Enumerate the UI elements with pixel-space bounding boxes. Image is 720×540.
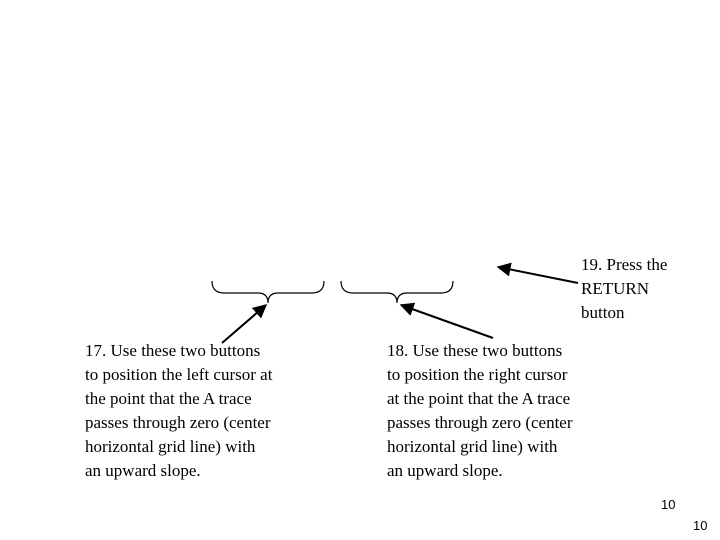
left-brace (212, 281, 324, 303)
arrow-step18 (401, 305, 493, 338)
slide-page-number: 10 (661, 497, 676, 512)
footer-page-number: 10 (693, 518, 708, 533)
arrow-step19 (498, 267, 578, 283)
step-17-instruction: 17. Use these two buttons to position the left cursor at the point that the A trace passes through zero (center horizontal grid line) with an upward slope. (85, 341, 273, 480)
right-brace (341, 281, 453, 303)
step-19-instruction: 19. Press the RETURN button (581, 255, 668, 322)
step-18-instruction: 18. Use these two buttons to position the right cursor at the point that the A trace passes through zero (center horizontal grid line) with an upward slope. (387, 341, 573, 480)
arrow-step17 (222, 305, 266, 343)
